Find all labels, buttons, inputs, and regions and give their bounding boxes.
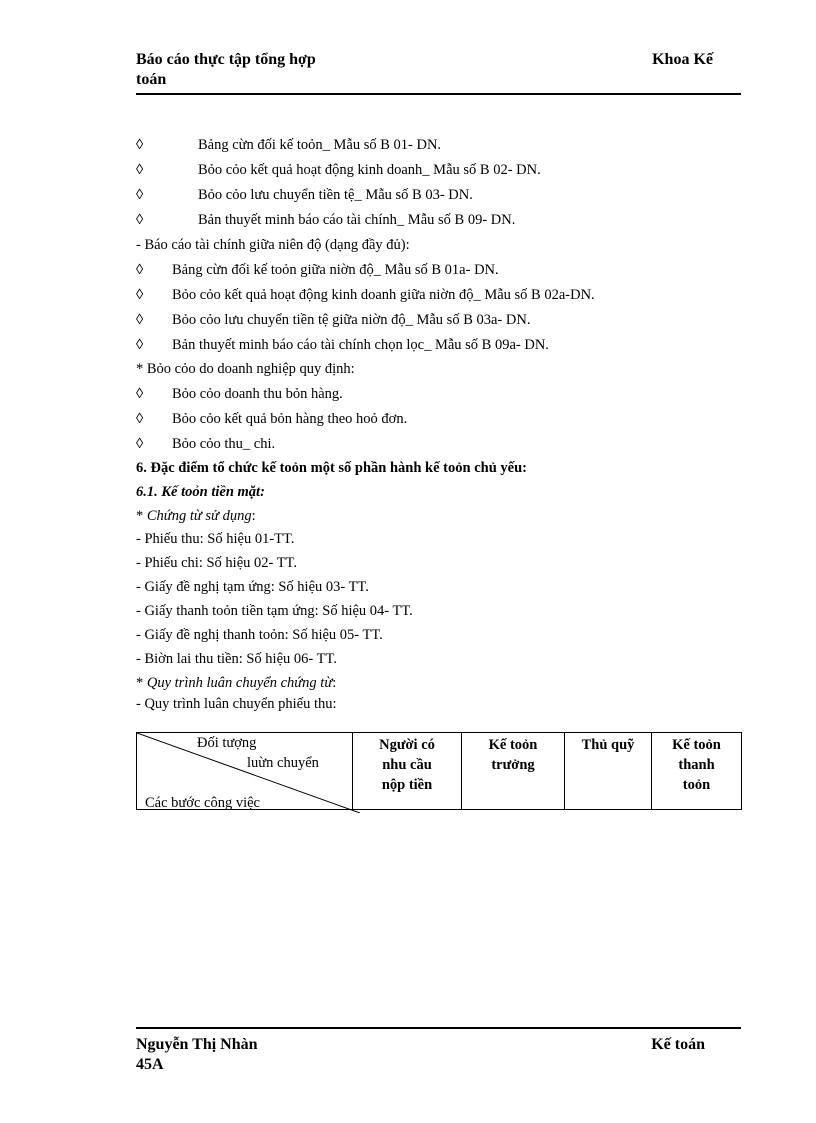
- header-department: Khoa Kế: [652, 51, 713, 68]
- list-item: Bỏo cỏo kết quả bỏn hàng theo hoỏ đơn.: [172, 411, 408, 427]
- table-row: [137, 733, 742, 810]
- company-report-heading: * Bỏo cỏo do doanh nghiệp quy định:: [136, 361, 355, 377]
- steps-label: Các bước công việc: [145, 795, 260, 811]
- col-cashier: Thủ quỹ: [565, 733, 652, 810]
- page-header: [136, 50, 740, 90]
- interim-report-heading: - Báo cáo tài chính giữa niên độ (dạng đầy đủ):: [136, 237, 410, 253]
- document-item: - Phiếu thu: Số hiệu 01-TT.: [136, 531, 295, 547]
- list-item: Bỏo cỏo lưu chuyển tiền tệ giữa niờn độ_ Mẫu số B 03a- DN.: [172, 312, 531, 328]
- list-item: Bỏo cỏo kết quả hoạt động kinh doanh_ Mẫu số B 02- DN.: [198, 162, 541, 178]
- document-item: - Giấy đề nghị tạm ứng: Số hiệu 03- TT.: [136, 579, 369, 595]
- col-depositor: Người có nhu cầu nộp tiền: [353, 733, 462, 810]
- diagonal-header-cell: [137, 733, 353, 810]
- list-item: Bỏo cỏo thu_ chi.: [172, 436, 276, 452]
- list-item: Bảng cừn đối kế toỏn giữa niờn độ_ Mẫu số B 01a- DN.: [172, 262, 499, 278]
- process-line: - Quy trình luân chuyển phiếu thu:: [136, 696, 337, 712]
- bullet-icon: ◊: [136, 436, 144, 452]
- footer-class: 45A: [136, 1056, 164, 1073]
- col-chief-accountant: Kế toỏn trưởng: [462, 733, 565, 810]
- document-item: - Giấy đề nghị thanh toỏn: Số hiệu 05- TT.: [136, 627, 383, 643]
- header-title: Báo cáo thực tập tổng hợp: [136, 51, 316, 68]
- bullet-icon: ◊: [136, 162, 144, 178]
- footer-major: Kế toán: [651, 1036, 705, 1053]
- bullet-icon: ◊: [136, 187, 144, 203]
- documents-heading: * Chứng từ sử dụng:: [136, 508, 256, 524]
- section-6-1-heading: 6.1. Kế toỏn tiền mặt:: [136, 484, 265, 500]
- list-item: Bản thuyết minh báo cáo tài chính_ Mẫu số B 09- DN.: [198, 212, 516, 228]
- document-item: - Biờn lai thu tiền: Số hiệu 06- TT.: [136, 651, 337, 667]
- bullet-icon: ◊: [136, 312, 144, 328]
- list-item: Bản thuyết minh báo cáo tài chính chọn lọc_ Mẫu số B 09a- DN.: [172, 337, 549, 353]
- bullet-icon: ◊: [136, 212, 144, 228]
- document-item: - Giấy thanh toỏn tiền tạm ứng: Số hiệu 04- TT.: [136, 603, 413, 619]
- page-footer: [136, 1035, 740, 1075]
- section-6-heading: 6. Đặc điểm tổ chức kế toỏn một số phần hành kế toỏn chủ yếu:: [136, 460, 527, 476]
- list-item: Bảng cừn đối kế toỏn_ Mẫu số B 01- DN.: [198, 137, 442, 153]
- bullet-icon: ◊: [136, 337, 144, 353]
- object-label: Đối tượng: [197, 735, 257, 751]
- document-item: - Phiếu chi: Số hiệu 02- TT.: [136, 555, 297, 571]
- bullet-icon: ◊: [136, 137, 144, 153]
- footer-author: Nguyễn Thị Nhàn: [136, 1036, 258, 1053]
- col-payment-accountant: Kế toỏn thanh toỏn: [652, 733, 742, 810]
- bullet-icon: ◊: [136, 386, 144, 402]
- flow-label: luừn chuyển: [247, 755, 319, 771]
- header-rule: [136, 93, 741, 95]
- list-item: Bỏo cỏo lưu chuyển tiền tệ_ Mẫu số B 03- DN.: [198, 187, 473, 203]
- bullet-icon: ◊: [136, 287, 144, 303]
- process-heading: * Quy trình luân chuyển chứng từ:: [136, 675, 337, 691]
- bullet-icon: ◊: [136, 262, 144, 278]
- header-title-continued: toán: [136, 71, 167, 88]
- bullet-icon: ◊: [136, 411, 144, 427]
- list-item: Bỏo cỏo kết quả hoạt động kinh doanh giữa niờn độ_ Mẫu số B 02a-DN.: [172, 287, 595, 303]
- list-item: Bỏo cỏo doanh thu bỏn hàng.: [172, 386, 343, 402]
- footer-rule: [136, 1027, 741, 1029]
- flow-table: [136, 732, 742, 810]
